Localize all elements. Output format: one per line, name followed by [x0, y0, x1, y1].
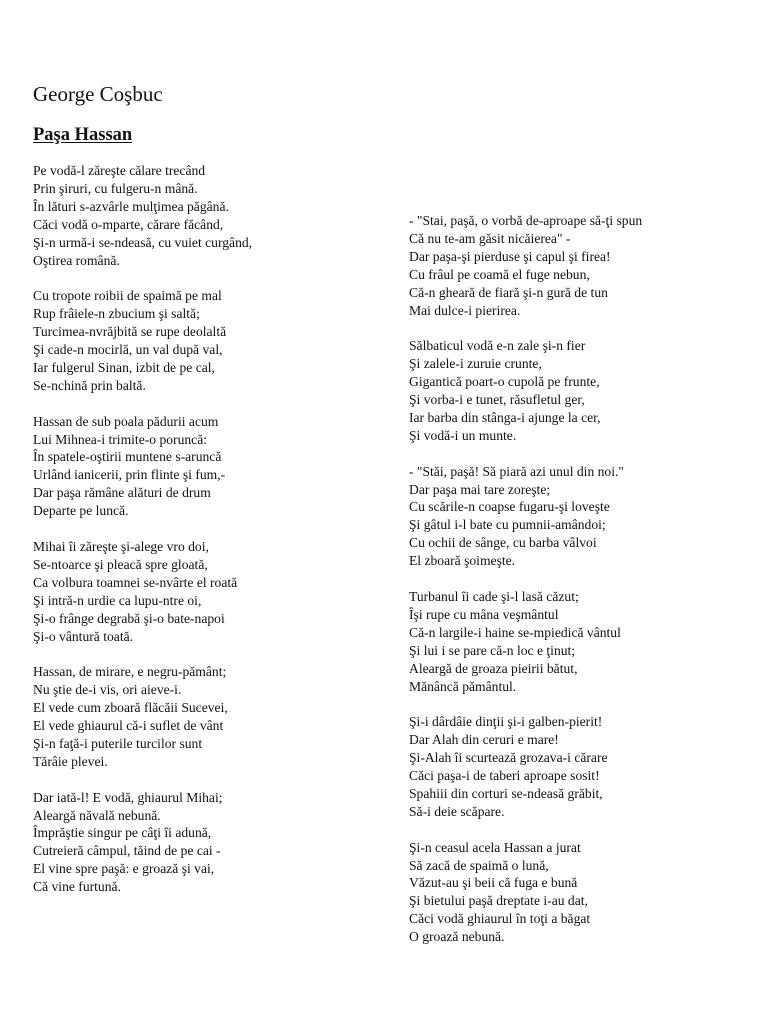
verse-line: Văzut-au şi beii că fuga e bună	[409, 875, 578, 891]
verse-line: Dar iată-l! E vodă, ghiaurul Mihai;	[33, 789, 223, 805]
verse-line: Şi-i dârdâie dinţii şi-i galben-pierit!	[409, 714, 603, 730]
verse-line: Tărâie plevei.	[33, 753, 108, 769]
stanza	[409, 212, 739, 319]
verse-line: Şi cade-n mocirlă, un val după val,	[33, 342, 223, 358]
verse-line: Cu frâul pe coamă el fuge nebun,	[409, 266, 590, 282]
verse-line: Sălbaticul vodă e-n zale şi-n fier	[409, 338, 586, 354]
verse-line: Departe pe luncă.	[33, 503, 129, 519]
verse-line: Căci vodă ghiaurul în toţi a băgat	[409, 911, 591, 927]
author-name: George Coşbuc	[33, 82, 163, 106]
verse-line: Şi bietului paşă dreptate i-au dat,	[409, 893, 588, 909]
stanza	[33, 789, 363, 896]
verse-line: Şi-n ceasul acela Hassan a jurat	[409, 839, 581, 855]
verse-line: Dar paşa rămâne alături de drum	[33, 485, 211, 501]
verse-line: În spatele-oştirii muntene s-aruncă	[33, 449, 222, 465]
verse-line: Căci vodă o-mparte, cărare făcând,	[33, 216, 224, 232]
stanza	[33, 538, 363, 645]
verse-line: - "Stăi, paşă! Să piară azi unul din noi."	[409, 463, 624, 479]
verse-line: Mănâncă pământul.	[409, 678, 517, 694]
verse-line: Oştirea română.	[33, 252, 120, 268]
verse-line: Mai dulce-i pierirea.	[409, 302, 521, 318]
verse-line: Şi-n urmă-i se-ndeasă, cu vuiet curgând,	[33, 234, 253, 250]
verse-line: Şi-n faţă-i puterile turcilor sunt	[33, 735, 203, 751]
verse-line: Cu scările-n coapse fugaru-şi loveşte	[409, 499, 610, 515]
verse-line: Lui Mihnea-i trimite-o poruncă:	[33, 431, 208, 447]
verse-line: El zboară şoimeşte.	[409, 553, 516, 569]
stanza	[33, 413, 363, 520]
verse-line: Şi vodă-i un munte.	[409, 427, 517, 443]
verse-line: Cu ochii de sânge, cu barba vâlvoi	[409, 535, 597, 551]
verse-line: Cu tropote roibii de spaimă pe mal	[33, 288, 222, 304]
stanza	[409, 588, 739, 695]
verse-line: El vede cum zboară flăcăii Sucevei,	[33, 700, 228, 716]
verse-line: În lături s-azvârle mulţimea păgână.	[33, 198, 229, 214]
verse-line: Că-n largile-i haine se-mpiedică vântul	[409, 624, 621, 640]
verse-line: Şi lui i se pare că-n loc e ţinut;	[409, 642, 576, 658]
verse-line: Turcimea-nvrăjbită se rupe deolaltă	[33, 324, 227, 340]
poem-title: Paşa Hassan	[33, 125, 133, 145]
verse-line: Dar paşa mai tare zoreşte;	[409, 481, 551, 497]
verse-line: Că-n gheară de fiară şi-n gură de tun	[409, 284, 608, 300]
verse-line: Dar Alah din ceruri e mare!	[409, 732, 559, 748]
verse-line: Să-i deie scăpare.	[409, 803, 505, 819]
verse-line: Se-nchină prin baltă.	[33, 377, 146, 393]
verse-line: Să zacă de spaimă o lună,	[409, 857, 549, 873]
verse-line: Şi vorba-i e tunet, răsufletul ger,	[409, 392, 585, 408]
verse-line: Nu ştie de-i vis, ori aieve-i.	[33, 682, 182, 698]
verse-line: Hassan de sub poala pădurii acum	[33, 413, 219, 429]
stanza	[33, 162, 363, 269]
verse-line: Prin şiruri, cu fulgeru-n mână.	[33, 180, 198, 196]
verse-line: Iar fulgerul Sinan, izbit de pe cal,	[33, 359, 215, 375]
verse-line: El vine spre paşă: e groază şi vai,	[33, 861, 215, 877]
verse-line: Şi gâtul i-l bate cu pumnii-amândoi;	[409, 517, 606, 533]
verse-line: Îşi rupe cu mâna veşmântul	[409, 606, 559, 622]
verse-line: Că vine furtună.	[33, 879, 121, 895]
stanza	[33, 287, 363, 394]
verse-line: - "Stai, paşă, o vorbă de-aproape să-ţi spun	[409, 213, 643, 228]
stanza	[33, 663, 363, 770]
verse-line: Şi intră-n urdie ca lupu-ntre oi,	[33, 592, 202, 608]
right-column	[409, 212, 739, 964]
verse-line: Mihai îi zăreşte şi-alege vro doi,	[33, 538, 209, 554]
stanza	[409, 839, 739, 946]
verse-line: Cutreieră câmpul, tăind de pe cai -	[33, 843, 221, 859]
verse-line: Dar paşa-şi pierduse şi capul şi firea!	[409, 248, 611, 264]
verse-line: Aleargă de groaza pieirii bătut,	[409, 660, 578, 676]
stanza	[409, 463, 739, 570]
verse-line: Iar barba din stânga-i ajunge la cer,	[409, 409, 601, 425]
verse-line: Şi-o frânge degrabă şi-o bate-napoi	[33, 610, 225, 626]
verse-line: Aleargă năvală nebună.	[33, 807, 161, 823]
stanza	[409, 337, 739, 444]
verse-line: Ca volbura toamnei se-nvârte el roată	[33, 574, 238, 590]
verse-line: Hassan, de mirare, e negru-pământ;	[33, 664, 227, 680]
verse-line: Turbanul îi cade şi-l lasă căzut;	[409, 588, 579, 604]
verse-line: Şi-Alah îi scurtează grozava-i cărare	[409, 750, 608, 766]
verse-line: Şi zalele-i zuruie crunte,	[409, 356, 542, 372]
verse-line: Gigantică poart-o cupolă pe frunte,	[409, 374, 600, 390]
verse-line: Pe vodă-l zăreşte călare trecând	[33, 163, 206, 178]
verse-line: Şi-o vântură toată.	[33, 628, 134, 644]
verse-line: Se-ntoarce şi pleacă spre gloată,	[33, 556, 208, 572]
verse-line: Împrăştie singur pe câţi îi adună,	[33, 825, 212, 841]
verse-line: Rup frâiele-n zbucium şi saltă;	[33, 306, 200, 322]
verse-line: Căci paşa-i de taberi aproape sosit!	[409, 768, 600, 784]
stanza	[409, 713, 739, 820]
verse-line: El vede ghiaurul că-i suflet de vânt	[33, 718, 224, 734]
verse-line: O groază nebună.	[409, 929, 505, 945]
left-column	[33, 162, 363, 914]
verse-line: Urlând ianicerii, prin flinte şi fum,-	[33, 467, 226, 483]
verse-line: Spahiii din corturi se-ndeasă grăbit,	[409, 785, 603, 801]
verse-line: Că nu te-am găsit nicăierea" -	[409, 230, 571, 246]
